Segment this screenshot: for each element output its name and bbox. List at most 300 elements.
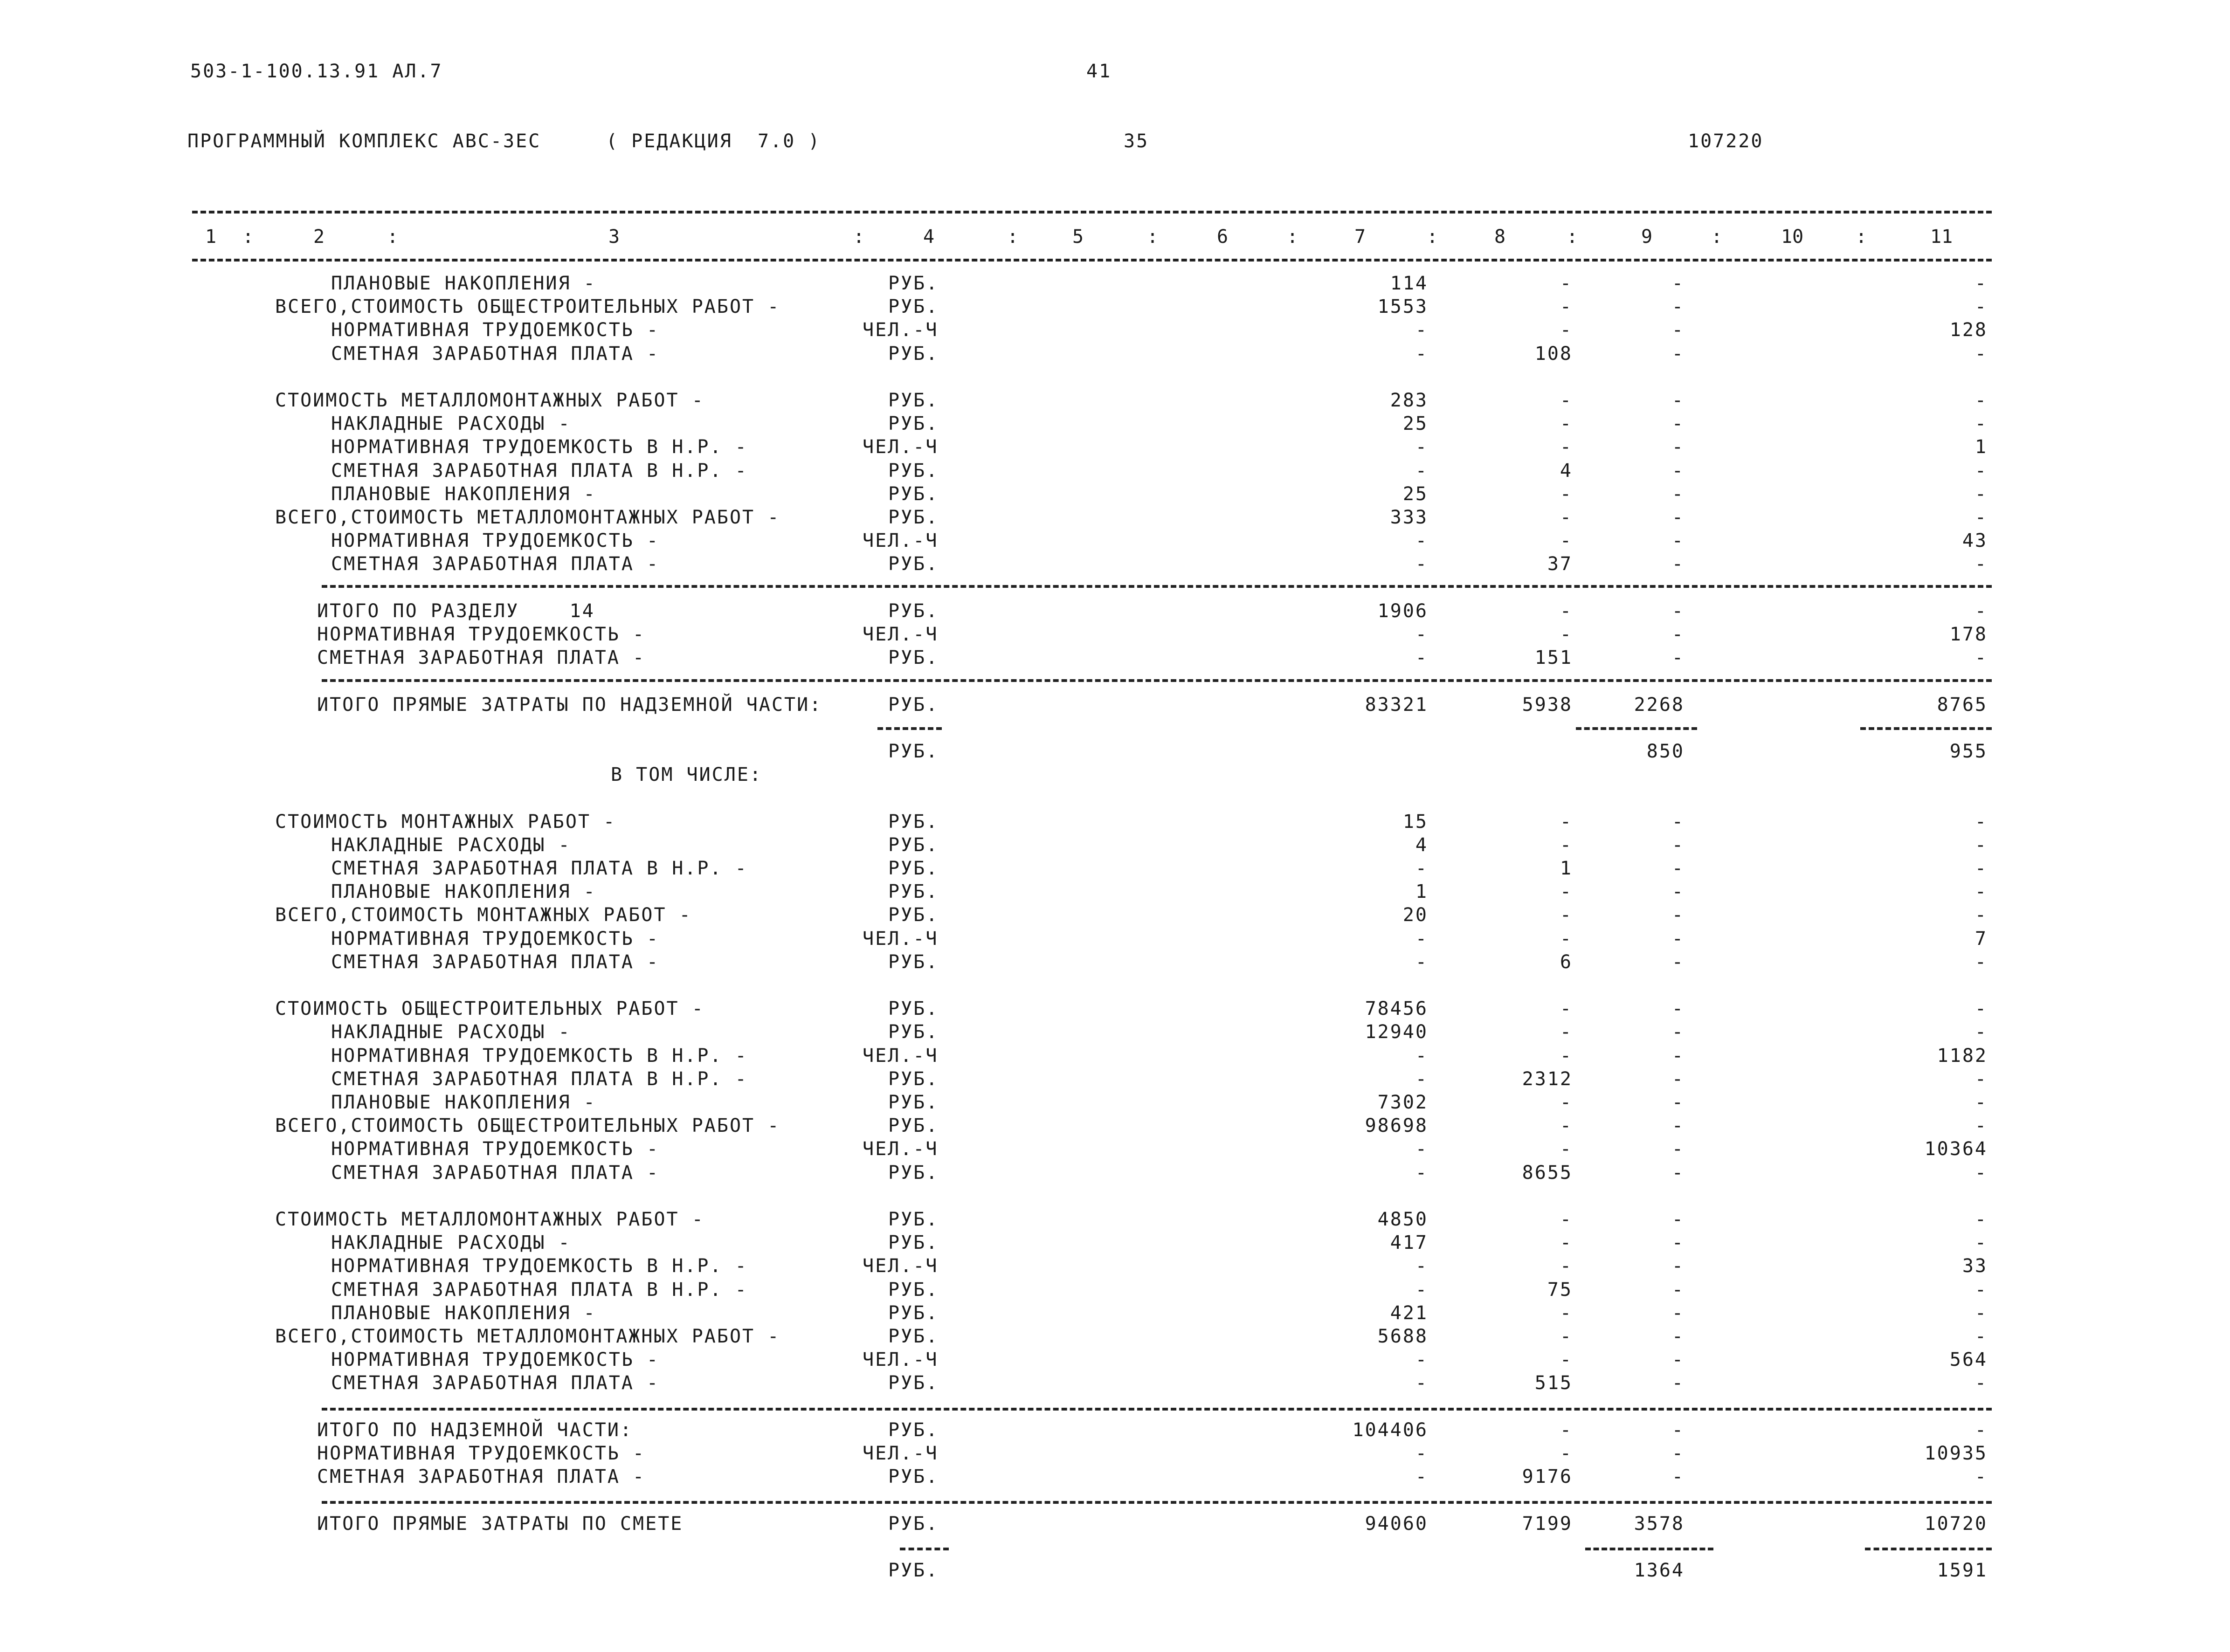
row-label: НОРМАТИВНАЯ ТРУДОЕМКОСТЬ - (317, 624, 646, 645)
unit-cell: РУБ. (888, 1419, 939, 1441)
col9-value: - (1671, 390, 1685, 411)
col8-value: 108 (1534, 343, 1573, 365)
col9-value: - (1671, 858, 1685, 879)
table-row (0, 507, 2230, 530)
col8-value: - (1560, 1349, 1573, 1370)
col11-value: 10364 (1924, 1138, 1988, 1160)
col11-value: - (1975, 858, 1988, 879)
col11-value: - (1975, 413, 1988, 434)
col11-value: - (1975, 998, 1988, 1019)
col9-value: - (1671, 1068, 1685, 1090)
col8-value: 9176 (1522, 1466, 1573, 1487)
column-separator: : (387, 226, 399, 248)
column-number: 6 (1217, 226, 1229, 248)
row-label: СМЕТНАЯ ЗАРАБОТНАЯ ПЛАТА В Н.Р. - (331, 858, 748, 879)
col11-value: - (1975, 460, 1988, 482)
col9-value: - (1671, 647, 1685, 668)
column-number: 7 (1354, 226, 1366, 248)
table-row (0, 1115, 2230, 1138)
sheet-number: 35 (1124, 131, 1149, 152)
col9-value: 2268 (1634, 694, 1685, 716)
col9-value: - (1671, 319, 1685, 341)
table-row (0, 1021, 2230, 1045)
col9-value: - (1671, 1021, 1685, 1043)
table-row (0, 1232, 2230, 1255)
col8-value: - (1560, 390, 1573, 411)
col8-value: 7199 (1522, 1513, 1573, 1535)
unit-cell: РУБ. (888, 600, 939, 622)
col7-value: 83321 (1365, 694, 1428, 716)
subtotal-rule-c11a (1860, 727, 1992, 730)
unit-cell: РУБ. (888, 951, 939, 973)
col8-value: - (1560, 1302, 1573, 1324)
column-separator: : (1427, 226, 1438, 248)
section-rule-2 (322, 679, 1992, 682)
table-row (0, 530, 2230, 553)
col8-value: 515 (1534, 1372, 1573, 1394)
table-row (0, 343, 2230, 366)
col11-value: - (1975, 647, 1988, 668)
col11-value: - (1975, 1279, 1988, 1301)
column-separator: : (1007, 226, 1019, 248)
row-label: НАКЛАДНЫЕ РАСХОДЫ - (331, 1232, 571, 1253)
table-row (0, 600, 2230, 624)
col11-value: 43 (1962, 530, 1988, 551)
col8-value: - (1560, 811, 1573, 833)
row-label: СМЕТНАЯ ЗАРАБОТНАЯ ПЛАТА - (331, 343, 660, 365)
col7-value: 7302 (1377, 1092, 1428, 1113)
col9-value: 3578 (1634, 1513, 1685, 1535)
subtotal-rule-c9b (1585, 1548, 1713, 1550)
row-label: НОРМАТИВНАЯ ТРУДОЕМКОСТЬ В Н.Р. - (331, 1045, 748, 1067)
unit-cell: РУБ. (888, 741, 939, 762)
col11-value: - (1975, 1162, 1988, 1184)
col11-value: - (1975, 296, 1988, 317)
column-number: 2 (313, 226, 325, 248)
col7-value: 4 (1415, 834, 1428, 856)
row-label: ИТОГО ПО НАДЗЕМНОЙ ЧАСТИ: (317, 1419, 633, 1441)
col11-value: - (1975, 951, 1988, 973)
col9-value: - (1671, 1045, 1685, 1067)
unit-cell: РУБ. (888, 413, 939, 434)
col9-value: - (1671, 436, 1685, 458)
col9-value: - (1671, 881, 1685, 902)
table-row (0, 366, 2230, 390)
col7-value: - (1415, 1255, 1428, 1277)
col9-value: - (1671, 1372, 1685, 1394)
col8-value: - (1560, 413, 1573, 434)
col8-value: - (1560, 1232, 1573, 1253)
table-row (0, 1255, 2230, 1279)
unit-cell: ЧЕЛ.-Ч (863, 1443, 939, 1464)
unit-cell: ЧЕЛ.-Ч (863, 928, 939, 950)
col11-value: - (1975, 1419, 1988, 1441)
row-label: ИТОГО ПРЯМЫЕ ЗАТРАТЫ ПО НАДЗЕМНОЙ ЧАСТИ: (317, 694, 822, 716)
col7-value: 417 (1390, 1232, 1428, 1253)
row-label: НОРМАТИВНАЯ ТРУДОЕМКОСТЬ - (317, 1443, 646, 1464)
row-label: НОРМАТИВНАЯ ТРУДОЕМКОСТЬ - (331, 319, 660, 341)
col9-value: - (1671, 483, 1685, 505)
col11-value: - (1975, 1092, 1988, 1113)
col8-value: - (1560, 483, 1573, 505)
col8-value: - (1560, 1021, 1573, 1043)
col8-value: - (1560, 834, 1573, 856)
row-label: НОРМАТИВНАЯ ТРУДОЕМКОСТЬ - (331, 928, 660, 950)
unit-cell: РУБ. (888, 1560, 939, 1581)
col7-value: - (1415, 319, 1428, 341)
col9-value: 1364 (1634, 1560, 1685, 1581)
col8-value: - (1560, 273, 1573, 294)
col9-value: - (1671, 1466, 1685, 1487)
row-label: СМЕТНАЯ ЗАРАБОТНАЯ ПЛАТА В Н.Р. - (331, 460, 748, 482)
section-rule-4 (322, 1501, 1992, 1504)
col7-value: - (1415, 1068, 1428, 1090)
row-label: ПЛАНОВЫЕ НАКОПЛЕНИЯ - (331, 273, 596, 294)
row-label: НОРМАТИВНАЯ ТРУДОЕМКОСТЬ - (331, 530, 660, 551)
column-separator: : (853, 226, 865, 248)
unit-cell: РУБ. (888, 858, 939, 879)
col9-value: - (1671, 1092, 1685, 1113)
column-number: 8 (1494, 226, 1506, 248)
col11-value: 10720 (1924, 1513, 1988, 1535)
col7-value: - (1415, 1466, 1428, 1487)
unit-cell: ЧЕЛ.-Ч (863, 530, 939, 551)
table-row (0, 319, 2230, 343)
col9-value: - (1671, 600, 1685, 622)
col9-value: - (1671, 1209, 1685, 1230)
table-row (0, 1209, 2230, 1232)
col9-value: - (1671, 1232, 1685, 1253)
row-label: СМЕТНАЯ ЗАРАБОТНАЯ ПЛАТА - (331, 951, 660, 973)
unit-cell: ЧЕЛ.-Ч (863, 1255, 939, 1277)
unit-cell: РУБ. (888, 390, 939, 411)
table-row (0, 858, 2230, 881)
col8-value: - (1560, 1092, 1573, 1113)
unit-cell: РУБ. (888, 1302, 939, 1324)
col8-value: - (1560, 319, 1573, 341)
table-row (0, 951, 2230, 975)
row-label: ПЛАНОВЫЕ НАКОПЛЕНИЯ - (331, 1092, 596, 1113)
column-separator: : (242, 226, 254, 248)
col7-value: 1906 (1377, 600, 1428, 622)
col8-value: - (1560, 881, 1573, 902)
unit-cell: РУБ. (888, 1209, 939, 1230)
col8-value: - (1560, 1209, 1573, 1230)
row-label: ВСЕГО,СТОИМОСТЬ МОНТАЖНЫХ РАБОТ - (275, 904, 692, 926)
col11-value: - (1975, 1326, 1988, 1347)
row-label: ВСЕГО,СТОИМОСТЬ МЕТАЛЛОМОНТАЖНЫХ РАБОТ - (275, 1326, 780, 1347)
col7-value: 283 (1390, 390, 1428, 411)
table-row (0, 390, 2230, 413)
col11-value: - (1975, 811, 1988, 833)
col7-value: - (1415, 436, 1428, 458)
row-label: СТОИМОСТЬ МОНТАЖНЫХ РАБОТ - (275, 811, 616, 833)
col11-value: - (1975, 273, 1988, 294)
col7-value: - (1415, 460, 1428, 482)
col8-value: 6 (1560, 951, 1573, 973)
col8-value: - (1560, 436, 1573, 458)
table-row (0, 483, 2230, 507)
row-label: ПЛАНОВЫЕ НАКОПЛЕНИЯ - (331, 483, 596, 505)
program-edition: ( РЕДАКЦИЯ 7.0 ) (606, 131, 821, 152)
col7-value: 114 (1390, 273, 1428, 294)
col9-value: - (1671, 998, 1685, 1019)
col7-value: 333 (1390, 507, 1428, 528)
row-label: СМЕТНАЯ ЗАРАБОТНАЯ ПЛАТА - (317, 1466, 646, 1487)
col9-value: - (1671, 1419, 1685, 1441)
unit-cell: РУБ. (888, 460, 939, 482)
table-row (0, 1326, 2230, 1349)
row-label: СМЕТНАЯ ЗАРАБОТНАЯ ПЛАТА В Н.Р. - (331, 1279, 748, 1301)
row-label: СМЕТНАЯ ЗАРАБОТНАЯ ПЛАТА В Н.Р. - (331, 1068, 748, 1090)
table-row (0, 670, 2230, 694)
row-label: НОРМАТИВНАЯ ТРУДОЕМКОСТЬ В Н.Р. - (331, 1255, 748, 1277)
table-row (0, 296, 2230, 319)
column-separator: : (1567, 226, 1578, 248)
unit-cell: РУБ. (888, 811, 939, 833)
col8-value: - (1560, 1443, 1573, 1464)
col8-value: - (1560, 600, 1573, 622)
column-number: 11 (1930, 226, 1953, 248)
table-row (0, 577, 2230, 600)
col9-value: - (1671, 530, 1685, 551)
column-number: 1 (205, 226, 217, 248)
col11-value: 1591 (1937, 1560, 1988, 1581)
col9-value: - (1671, 1138, 1685, 1160)
row-label: ПЛАНОВЫЕ НАКОПЛЕНИЯ - (331, 1302, 596, 1324)
unit-cell: РУБ. (888, 1021, 939, 1043)
table-row (0, 881, 2230, 904)
table-row (0, 413, 2230, 436)
unit-cell: РУБ. (888, 1092, 939, 1113)
table-row (0, 787, 2230, 811)
table-row (0, 975, 2230, 998)
col7-value: - (1415, 1045, 1428, 1067)
col8-value: 5938 (1522, 694, 1573, 716)
unit-cell: РУБ. (888, 1115, 939, 1136)
unit-cell: РУБ. (888, 1513, 939, 1535)
column-separator: : (1856, 226, 1867, 248)
table-row (0, 1045, 2230, 1068)
col7-value: - (1415, 951, 1428, 973)
table-row (0, 1068, 2230, 1092)
unit-cell: ЧЕЛ.-Ч (863, 436, 939, 458)
col7-value: 15 (1402, 811, 1428, 833)
col7-value: 94060 (1365, 1513, 1428, 1535)
section-rule-3 (322, 1408, 1992, 1411)
table-row (0, 1092, 2230, 1115)
unit-cell: ЧЕЛ.-Ч (863, 1349, 939, 1370)
col11-value: 178 (1949, 624, 1988, 645)
col11-value: 1 (1975, 436, 1988, 458)
row-label: ПЛАНОВЫЕ НАКОПЛЕНИЯ - (331, 881, 596, 902)
table-row (0, 624, 2230, 647)
row-label: СМЕТНАЯ ЗАРАБОТНАЯ ПЛАТА - (317, 647, 646, 668)
col11-value: - (1975, 1209, 1988, 1230)
section-rule-1 (322, 585, 1992, 588)
col8-value: - (1560, 928, 1573, 950)
col11-value: - (1975, 834, 1988, 856)
row-label: НОРМАТИВНАЯ ТРУДОЕМКОСТЬ - (331, 1138, 660, 1160)
col9-value: 850 (1646, 741, 1685, 762)
col7-value: - (1415, 1138, 1428, 1160)
col7-value: - (1415, 343, 1428, 365)
col9-value: - (1671, 343, 1685, 365)
subtotal-rule-c9a (1576, 727, 1697, 730)
table-row (0, 904, 2230, 928)
col11-value: 33 (1962, 1255, 1988, 1277)
col7-value: - (1415, 1162, 1428, 1184)
col11-value: 1182 (1937, 1045, 1988, 1067)
col7-value: 421 (1390, 1302, 1428, 1324)
col8-value: - (1560, 998, 1573, 1019)
row-label: ИТОГО ПО РАЗДЕЛУ 14 (317, 600, 595, 622)
col9-value: - (1671, 928, 1685, 950)
column-separator: : (1711, 226, 1723, 248)
col11-value: 955 (1949, 741, 1988, 762)
table-row (0, 1138, 2230, 1162)
col8-value: - (1560, 1326, 1573, 1347)
col7-value: - (1415, 928, 1428, 950)
column-number: 10 (1781, 226, 1804, 248)
table-row (0, 1372, 2230, 1396)
col11-value: - (1975, 1115, 1988, 1136)
col8-value: - (1560, 1138, 1573, 1160)
column-separator: : (1147, 226, 1159, 248)
document-code: 503-1-100.13.91 АЛ.7 (190, 61, 443, 82)
col11-value: - (1975, 1068, 1988, 1090)
col9-value: - (1671, 1302, 1685, 1324)
col11-value: - (1975, 507, 1988, 528)
row-label: СМЕТНАЯ ЗАРАБОТНАЯ ПЛАТА - (331, 553, 660, 575)
col7-value: 20 (1402, 904, 1428, 926)
table-head-rule (192, 259, 1992, 262)
col11-value: 8765 (1937, 694, 1988, 716)
row-label: НОРМАТИВНАЯ ТРУДОЕМКОСТЬ - (331, 1349, 660, 1370)
col9-value: - (1671, 273, 1685, 294)
unit-cell: РУБ. (888, 1326, 939, 1347)
col7-value: - (1415, 553, 1428, 575)
row-label: В ТОМ ЧИСЛЕ: (611, 764, 762, 785)
col9-value: - (1671, 553, 1685, 575)
document-id: 107220 (1688, 131, 1764, 152)
unit-cell: РУБ. (888, 1162, 939, 1184)
unit-cell: РУБ. (888, 343, 939, 365)
table-row (0, 811, 2230, 834)
row-label: СТОИМОСТЬ ОБЩЕСТРОИТЕЛЬНЫХ РАБОТ - (275, 998, 704, 1019)
col7-value: 12940 (1365, 1021, 1428, 1043)
col9-value: - (1671, 1162, 1685, 1184)
col9-value: - (1671, 1443, 1685, 1464)
table-row (0, 1466, 2230, 1489)
col8-value: 8655 (1522, 1162, 1573, 1184)
row-label: СМЕТНАЯ ЗАРАБОТНАЯ ПЛАТА - (331, 1162, 660, 1184)
col9-value: - (1671, 1279, 1685, 1301)
col7-value: 5688 (1377, 1326, 1428, 1347)
col11-value: 564 (1949, 1349, 1988, 1370)
col8-value: - (1560, 904, 1573, 926)
row-label: ВСЕГО,СТОИМОСТЬ МЕТАЛЛОМОНТАЖНЫХ РАБОТ - (275, 507, 780, 528)
row-label: НОРМАТИВНАЯ ТРУДОЕМКОСТЬ В Н.Р. - (331, 436, 748, 458)
unit-cell: РУБ. (888, 296, 939, 317)
table-row (0, 694, 2230, 717)
col7-value: 78456 (1365, 998, 1428, 1019)
col9-value: - (1671, 1255, 1685, 1277)
col9-value: - (1671, 413, 1685, 434)
col9-value: - (1671, 811, 1685, 833)
row-label: НАКЛАДНЫЕ РАСХОДЫ - (331, 1021, 571, 1043)
unit-cell: ЧЕЛ.-Ч (863, 1045, 939, 1067)
col8-value: - (1560, 1255, 1573, 1277)
col8-value: - (1560, 1115, 1573, 1136)
table-row (0, 553, 2230, 577)
col8-value: 75 (1547, 1279, 1573, 1301)
row-label: СМЕТНАЯ ЗАРАБОТНАЯ ПЛАТА - (331, 1372, 660, 1394)
table-row (0, 1279, 2230, 1302)
table-top-rule (192, 211, 1992, 213)
col11-value: - (1975, 343, 1988, 365)
table-row (0, 834, 2230, 858)
table-row (0, 1349, 2230, 1372)
table-row (0, 647, 2230, 670)
col11-value: - (1975, 1372, 1988, 1394)
table-row (0, 1162, 2230, 1185)
table-row (0, 1185, 2230, 1209)
unit-cell: ЧЕЛ.-Ч (863, 1138, 939, 1160)
unit-cell: РУБ. (888, 553, 939, 575)
unit-cell: РУБ. (888, 998, 939, 1019)
unit-cell: РУБ. (888, 1372, 939, 1394)
col8-value: - (1560, 530, 1573, 551)
col9-value: - (1671, 460, 1685, 482)
col11-value: 10935 (1924, 1443, 1988, 1464)
unit-cell: РУБ. (888, 1466, 939, 1487)
col8-value: 4 (1560, 460, 1573, 482)
row-label: СТОИМОСТЬ МЕТАЛЛОМОНТАЖНЫХ РАБОТ - (275, 390, 704, 411)
table-row (0, 764, 2230, 787)
col8-value: - (1560, 507, 1573, 528)
column-number: 3 (608, 226, 620, 248)
page-number: 41 (1086, 61, 1112, 82)
col8-value: - (1560, 1045, 1573, 1067)
col9-value: - (1671, 296, 1685, 317)
row-label: НАКЛАДНЫЕ РАСХОДЫ - (331, 834, 571, 856)
col9-value: - (1671, 834, 1685, 856)
col7-value: - (1415, 647, 1428, 668)
unit-cell: РУБ. (888, 483, 939, 505)
unit-cell: РУБ. (888, 694, 939, 716)
unit-cell: РУБ. (888, 881, 939, 902)
unit-cell: ЧЕЛ.-Ч (863, 624, 939, 645)
col11-value: - (1975, 1232, 1988, 1253)
col7-value: - (1415, 1372, 1428, 1394)
col7-value: - (1415, 530, 1428, 551)
unit-cell: ЧЕЛ.-Ч (863, 319, 939, 341)
subtotal-rule-c4a (877, 727, 942, 730)
unit-cell: РУБ. (888, 1279, 939, 1301)
col7-value: 4850 (1377, 1209, 1428, 1230)
col7-value: 104406 (1352, 1419, 1428, 1441)
row-label: СТОИМОСТЬ МЕТАЛЛОМОНТАЖНЫХ РАБОТ - (275, 1209, 704, 1230)
col7-value: 25 (1402, 483, 1428, 505)
table-row (0, 460, 2230, 483)
col7-value: 25 (1402, 413, 1428, 434)
col11-value: 128 (1949, 319, 1988, 341)
subtotal-rule-c11b (1865, 1548, 1992, 1550)
col8-value: - (1560, 624, 1573, 645)
col11-value: - (1975, 881, 1988, 902)
table-row (0, 1560, 2230, 1583)
